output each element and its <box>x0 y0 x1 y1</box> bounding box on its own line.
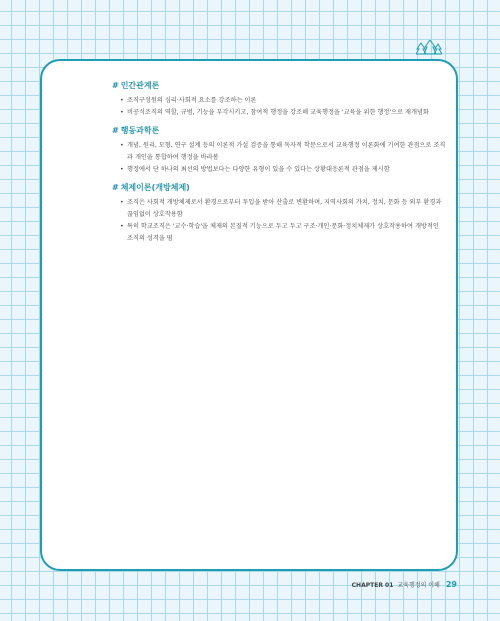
bullet-item: • 개념, 원리, 모형, 연구 설계 등의 이론적 가설 검증을 통해 독자적 학문으로서 교육행정 이론화에 기여한 관점으로 조직과 개인을 통합하여 행정을 바라봄 <box>120 140 446 164</box>
page-number: 29 <box>445 580 457 589</box>
section-heading <box>112 80 446 91</box>
section-systems-theory <box>112 182 446 245</box>
hash-icon: # <box>112 183 119 192</box>
bullet-item: • 조직구성원의 심리·사회적 요소를 강조하는 이론 <box>120 95 446 107</box>
hash-icon: # <box>112 81 119 90</box>
bullet-item: • 조직은 사회적 개방체제로서 환경으로부터 투입을 받아 산출로 변환하며, 지역사회의 가치, 정치, 문화 등 외부 환경과 끊임없이 상호작용함 <box>120 197 446 221</box>
hash-icon: # <box>112 126 119 135</box>
bullet-list <box>120 95 446 119</box>
bullet-item: • 특히 학교조직은 '교수·학습'을 체제의 본질적 기능으로 두고 두고 구조·개인·문화·정치체제가 상호작용하여 개방적인 조직의 성격을 띰 <box>120 221 446 245</box>
section-behavioral-science <box>112 125 446 176</box>
section-heading <box>112 182 446 193</box>
bullet-list <box>120 140 446 176</box>
section-heading-text: 체제이론(개방체제) <box>120 183 190 192</box>
bullet-list <box>120 197 446 245</box>
section-human-relations <box>112 80 446 119</box>
chapter-label: CHAPTER 01 <box>351 582 394 589</box>
bullet-item: • 비공식조직의 역할, 규범, 기능을 부각시키고, 참여적 행정을 강조해 교육행정을 '교육을 위한 행정'으로 재개념화 <box>120 107 446 119</box>
page-footer <box>352 580 457 589</box>
section-heading-text: 행동과학론 <box>120 126 160 135</box>
chapter-title: 교육행정의 이해 <box>397 582 440 589</box>
section-heading-text: 인간관계론 <box>120 81 160 90</box>
section-heading <box>112 125 446 136</box>
trees-icon <box>416 40 442 60</box>
bullet-item: • 행정에서 단 하나의 최선의 방법보다는 다양한 유형이 있을 수 있다는 상황대응론적 관점을 제시함 <box>120 164 446 176</box>
content-area <box>112 80 446 251</box>
